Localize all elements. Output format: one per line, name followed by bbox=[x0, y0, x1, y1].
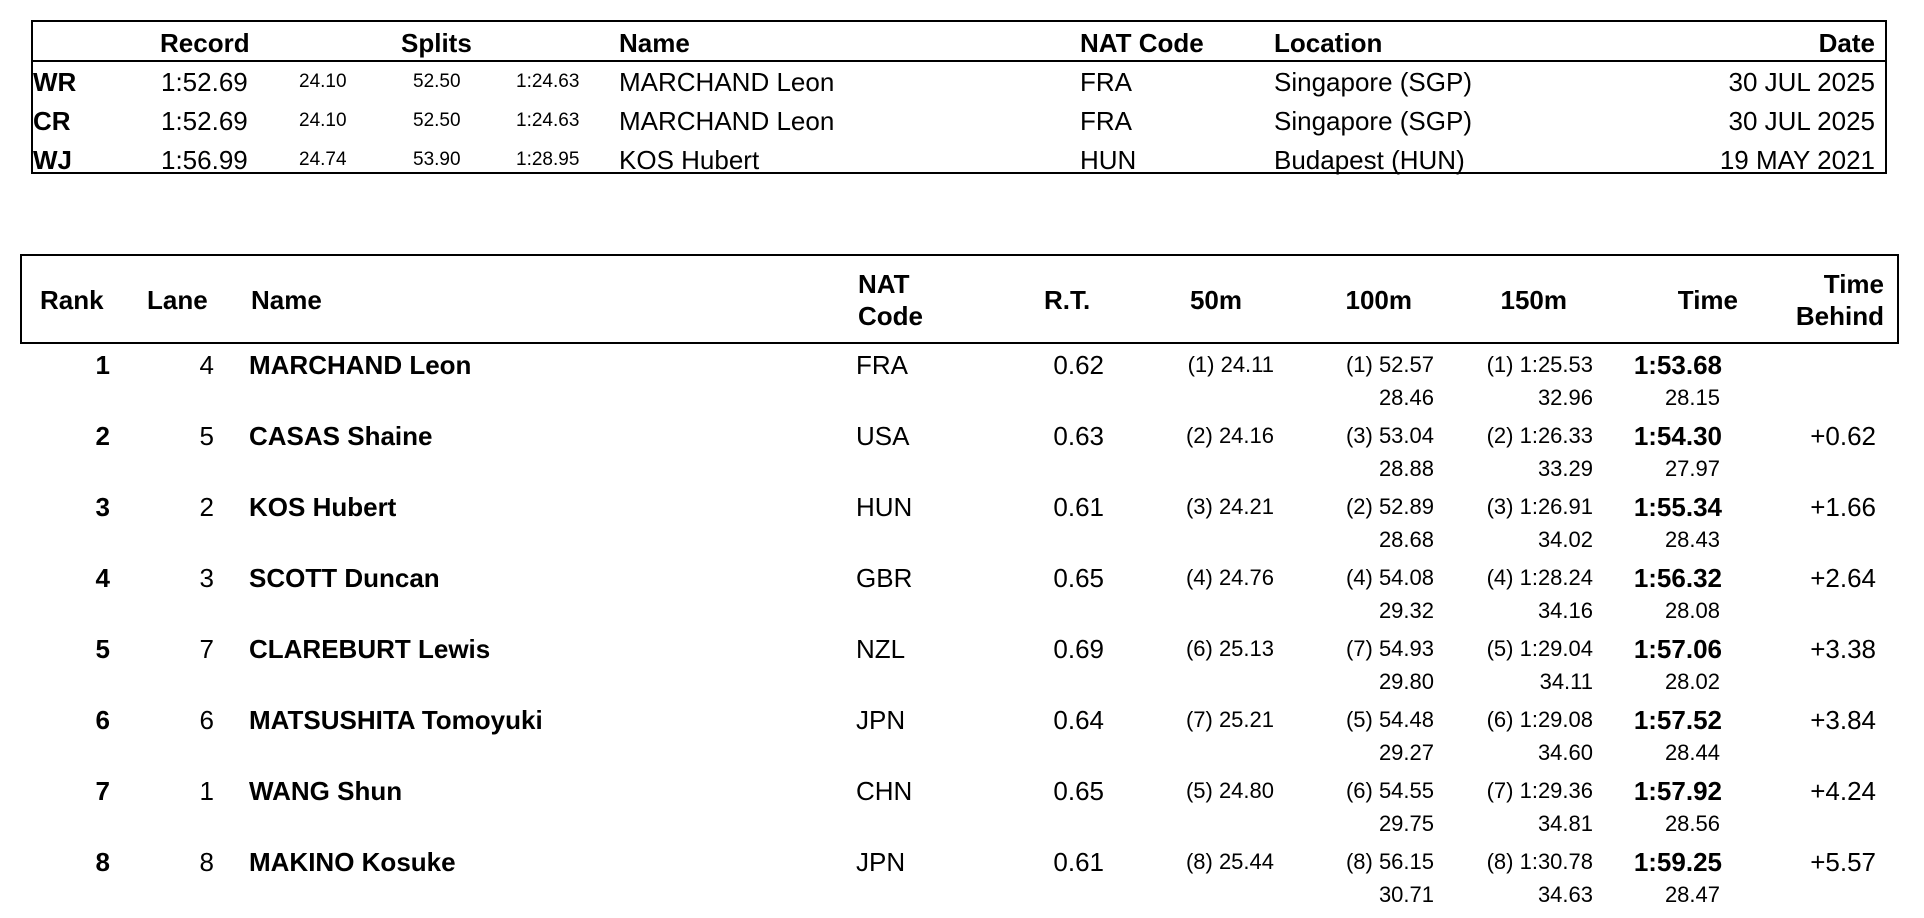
reaction-time: 0.61 bbox=[1053, 847, 1104, 877]
split-50m: (4) 24.76 bbox=[1185, 565, 1274, 590]
record-nat-code: FRA bbox=[1080, 106, 1132, 136]
header-150m: 150m bbox=[1500, 285, 1567, 315]
header-rank: Rank bbox=[40, 285, 104, 315]
athlete-name: CASAS Shaine bbox=[249, 421, 433, 451]
split-50m: (6) 25.13 bbox=[1185, 636, 1274, 661]
split-150m: (4) 1:28.24 bbox=[1486, 565, 1593, 590]
records-table bbox=[31, 20, 1887, 174]
final-time: 1:53.68 bbox=[1633, 350, 1722, 380]
athlete-name: MAKINO Kosuke bbox=[249, 847, 456, 877]
header-behind-line1: Time bbox=[1823, 269, 1884, 299]
nat-code: JPN bbox=[856, 847, 906, 877]
record-name: MARCHAND Leon bbox=[619, 106, 835, 136]
lap-split-200: 28.08 bbox=[1664, 598, 1720, 623]
lap-split-150: 34.81 bbox=[1537, 811, 1593, 836]
final-time: 1:57.52 bbox=[1633, 705, 1722, 735]
split-100m: (2) 52.89 bbox=[1345, 494, 1434, 519]
record-split-50: 24.10 bbox=[299, 110, 347, 131]
lap-split-100: 30.71 bbox=[1378, 882, 1434, 907]
nat-code: GBR bbox=[856, 563, 913, 593]
lap-split-100: 29.32 bbox=[1378, 598, 1434, 623]
lap-split-200: 28.15 bbox=[1664, 385, 1720, 410]
records-header-name: Name bbox=[619, 28, 690, 58]
lap-split-200: 28.56 bbox=[1664, 811, 1720, 836]
reaction-time: 0.65 bbox=[1053, 563, 1104, 593]
final-time: 1:57.06 bbox=[1633, 634, 1722, 664]
lap-split-100: 29.27 bbox=[1378, 740, 1434, 765]
header-behind-line2: Behind bbox=[1795, 301, 1884, 331]
records-header-location: Location bbox=[1274, 28, 1383, 58]
record-location: Singapore (SGP) bbox=[1274, 106, 1472, 136]
rank: 7 bbox=[95, 776, 110, 806]
split-100m: (3) 53.04 bbox=[1345, 423, 1434, 448]
lane: 3 bbox=[199, 563, 214, 593]
split-150m: (8) 1:30.78 bbox=[1486, 849, 1593, 874]
record-date: 30 JUL 2025 bbox=[1728, 106, 1875, 136]
rank: 8 bbox=[95, 847, 110, 877]
record-nat-code: FRA bbox=[1080, 67, 1132, 97]
time-behind: +4.24 bbox=[1810, 776, 1876, 806]
header-nat-line1: NAT bbox=[858, 269, 910, 299]
final-time: 1:57.92 bbox=[1633, 776, 1722, 806]
time-behind: +3.84 bbox=[1810, 705, 1876, 735]
final-time: 1:56.32 bbox=[1633, 563, 1722, 593]
time-behind: +5.57 bbox=[1810, 847, 1876, 877]
lap-split-100: 29.75 bbox=[1378, 811, 1434, 836]
results-header bbox=[20, 254, 1899, 344]
athlete-name: MARCHAND Leon bbox=[249, 350, 472, 380]
record-split-50: 24.74 bbox=[299, 149, 347, 170]
nat-code: NZL bbox=[856, 634, 906, 664]
header-nat-line2: Code bbox=[858, 301, 923, 331]
nat-code: CHN bbox=[856, 776, 913, 806]
lap-split-150: 33.29 bbox=[1537, 456, 1593, 481]
reaction-time: 0.65 bbox=[1053, 776, 1104, 806]
reaction-time: 0.63 bbox=[1053, 421, 1104, 451]
reaction-time: 0.69 bbox=[1053, 634, 1104, 664]
split-50m: (8) 25.44 bbox=[1185, 849, 1274, 874]
final-time: 1:55.34 bbox=[1633, 492, 1722, 522]
split-150m: (3) 1:26.91 bbox=[1486, 494, 1593, 519]
header-lane: Lane bbox=[147, 285, 208, 315]
header-time: Time bbox=[1677, 285, 1738, 315]
header-reaction-time: R.T. bbox=[1044, 285, 1091, 315]
reaction-time: 0.61 bbox=[1053, 492, 1104, 522]
nat-code: USA bbox=[856, 421, 910, 451]
record-name: MARCHAND Leon bbox=[619, 67, 835, 97]
header-name: Name bbox=[251, 285, 322, 315]
record-nat-code: HUN bbox=[1080, 145, 1137, 175]
lap-split-100: 28.88 bbox=[1378, 456, 1434, 481]
split-100m: (5) 54.48 bbox=[1345, 707, 1434, 732]
record-split-100: 53.90 bbox=[413, 149, 461, 170]
nat-code: JPN bbox=[856, 705, 906, 735]
lap-split-200: 28.02 bbox=[1664, 669, 1720, 694]
lap-split-150: 34.16 bbox=[1537, 598, 1593, 623]
record-split-150: 1:24.63 bbox=[516, 110, 580, 131]
record-time: 1:52.69 bbox=[161, 106, 248, 136]
split-150m: (1) 1:25.53 bbox=[1486, 352, 1593, 377]
lap-split-200: 28.44 bbox=[1664, 740, 1720, 765]
split-150m: (5) 1:29.04 bbox=[1486, 636, 1593, 661]
split-50m: (7) 25.21 bbox=[1185, 707, 1274, 732]
lap-split-150: 34.11 bbox=[1539, 669, 1593, 694]
record-date: 30 JUL 2025 bbox=[1728, 67, 1875, 97]
record-name: KOS Hubert bbox=[619, 145, 760, 175]
lap-split-150: 32.96 bbox=[1537, 385, 1593, 410]
record-split-150: 1:24.63 bbox=[516, 71, 580, 92]
lap-split-200: 28.47 bbox=[1664, 882, 1720, 907]
records-header-nat-code: NAT Code bbox=[1080, 28, 1204, 58]
record-type: CR bbox=[33, 106, 71, 136]
split-100m: (7) 54.93 bbox=[1345, 636, 1434, 661]
record-split-100: 52.50 bbox=[413, 110, 461, 131]
split-50m: (3) 24.21 bbox=[1185, 494, 1274, 519]
reaction-time: 0.64 bbox=[1053, 705, 1104, 735]
lane: 4 bbox=[199, 350, 214, 380]
athlete-name: MATSUSHITA Tomoyuki bbox=[249, 705, 543, 735]
record-split-50: 24.10 bbox=[299, 71, 347, 92]
lap-split-150: 34.63 bbox=[1537, 882, 1593, 907]
lane: 7 bbox=[199, 634, 214, 664]
record-split-150: 1:28.95 bbox=[516, 149, 580, 170]
split-100m: (1) 52.57 bbox=[1345, 352, 1434, 377]
records-header-date: Date bbox=[1818, 28, 1875, 58]
nat-code: FRA bbox=[856, 350, 908, 380]
record-location: Budapest (HUN) bbox=[1274, 145, 1465, 175]
lap-split-100: 28.68 bbox=[1378, 527, 1434, 552]
lane: 1 bbox=[199, 776, 214, 806]
split-50m: (5) 24.80 bbox=[1185, 778, 1274, 803]
reaction-time: 0.62 bbox=[1053, 350, 1104, 380]
lane: 2 bbox=[199, 492, 214, 522]
record-type: WJ bbox=[33, 145, 72, 175]
final-time: 1:54.30 bbox=[1633, 421, 1722, 451]
lap-split-150: 34.60 bbox=[1537, 740, 1593, 765]
time-behind: +1.66 bbox=[1810, 492, 1876, 522]
athlete-name: CLAREBURT Lewis bbox=[249, 634, 491, 664]
athlete-name: KOS Hubert bbox=[249, 492, 397, 522]
lap-split-150: 34.02 bbox=[1537, 527, 1593, 552]
lap-split-200: 28.43 bbox=[1664, 527, 1720, 552]
split-50m: (2) 24.16 bbox=[1185, 423, 1274, 448]
lap-split-200: 27.97 bbox=[1664, 456, 1720, 481]
split-100m: (6) 54.55 bbox=[1345, 778, 1434, 803]
split-150m: (6) 1:29.08 bbox=[1486, 707, 1593, 732]
header-100m: 100m bbox=[1345, 285, 1412, 315]
time-behind: +0.62 bbox=[1810, 421, 1876, 451]
rank: 2 bbox=[95, 421, 110, 451]
split-50m: (1) 24.11 bbox=[1187, 352, 1274, 377]
lap-split-100: 28.46 bbox=[1378, 385, 1434, 410]
lane: 5 bbox=[199, 421, 214, 451]
nat-code: HUN bbox=[856, 492, 913, 522]
record-time: 1:52.69 bbox=[161, 67, 248, 97]
athlete-name: SCOTT Duncan bbox=[249, 563, 440, 593]
rank: 1 bbox=[95, 350, 110, 380]
time-behind: +2.64 bbox=[1810, 563, 1876, 593]
record-split-100: 52.50 bbox=[413, 71, 461, 92]
split-100m: (8) 56.15 bbox=[1345, 849, 1434, 874]
rank: 3 bbox=[95, 492, 110, 522]
records-header-splits: Splits bbox=[401, 28, 472, 58]
athlete-name: WANG Shun bbox=[249, 776, 403, 806]
time-behind: +3.38 bbox=[1810, 634, 1876, 664]
record-location: Singapore (SGP) bbox=[1274, 67, 1472, 97]
final-time: 1:59.25 bbox=[1633, 847, 1722, 877]
rank: 6 bbox=[95, 705, 110, 735]
records-header-record: Record bbox=[160, 28, 250, 58]
record-type: WR bbox=[33, 67, 77, 97]
record-time: 1:56.99 bbox=[161, 145, 248, 175]
split-150m: (7) 1:29.36 bbox=[1486, 778, 1593, 803]
split-150m: (2) 1:26.33 bbox=[1486, 423, 1593, 448]
lane: 8 bbox=[199, 847, 214, 877]
records-header-divider bbox=[33, 60, 1885, 62]
lap-split-100: 29.80 bbox=[1378, 669, 1434, 694]
lane: 6 bbox=[199, 705, 214, 735]
rank: 5 bbox=[95, 634, 110, 664]
header-50m: 50m bbox=[1189, 285, 1242, 315]
split-100m: (4) 54.08 bbox=[1345, 565, 1434, 590]
record-date: 19 MAY 2021 bbox=[1719, 145, 1875, 175]
rank: 4 bbox=[95, 563, 110, 593]
